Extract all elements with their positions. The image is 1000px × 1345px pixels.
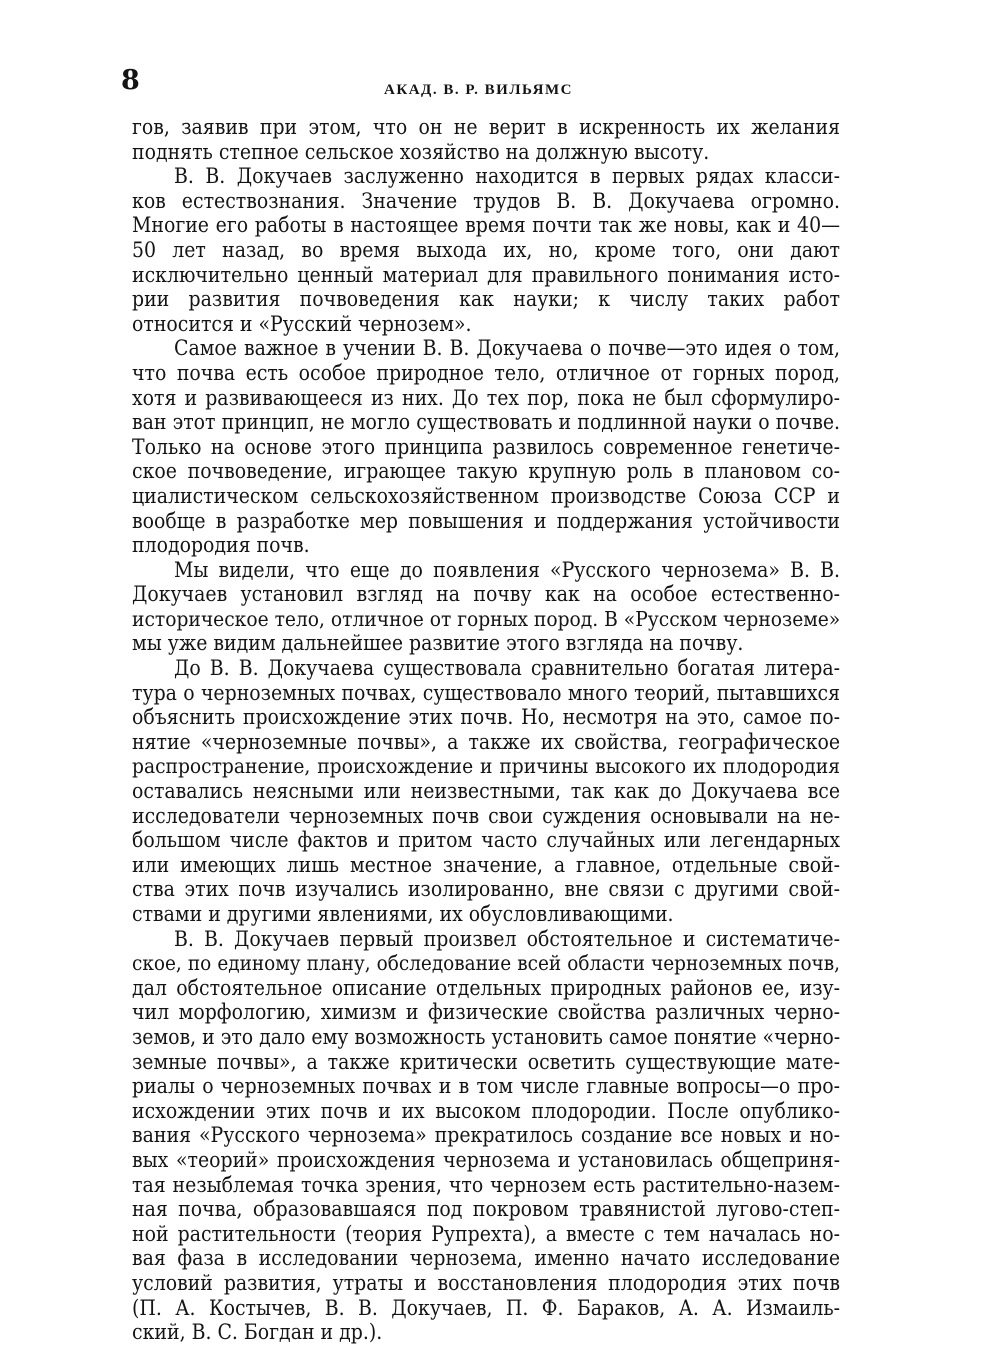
text-line: рии развития почвоведения как науки; к числу таких работ: [132, 287, 840, 312]
text-line: тура о черноземных почвах, существовало много теорий, пытавшихся: [132, 680, 840, 705]
text-line: земов, и это дало ему возможность установить самое понятие «черно-: [132, 1024, 840, 1049]
text-line: или имеющих лишь местное значение, а главное, отдельные свой-: [132, 852, 840, 877]
text-line: исследователи черноземных почв свои суждения основывали на не-: [132, 803, 840, 828]
text-line: ван этот принцип, не могло существовать и подлинной науки о почве.: [132, 410, 840, 435]
text-line: объяснить происхождение этих почв. Но, несмотря на это, самое по-: [132, 705, 840, 730]
text-line: В. В. Докучаев первый произвел обстоятельное и систематиче-: [174, 926, 840, 951]
text-line: относится и «Русский чернозем».: [132, 311, 472, 336]
body-text: [132, 115, 840, 1345]
text-line: исхождении этих почв и их высоком плодородии. После опублико-: [132, 1098, 840, 1123]
running-title: АКАД. В. Р. ВИЛЬЯМС: [384, 82, 573, 98]
text-line: Мы видели, что еще до появления «Русского чернозема» В. В.: [174, 557, 840, 582]
text-line: поднять степное сельское хозяйство на должную высоту.: [132, 139, 710, 164]
text-line: распространение, происхождение и причины высокого их плодородия: [132, 754, 840, 779]
text-line: гов, заявив при этом, что он не верит в искренность их желания: [132, 115, 840, 139]
text-line: земные почвы», а также критически осветить существующие мате-: [132, 1049, 840, 1074]
text-line: вообще в разработке мер повышения и поддержания устойчивости: [132, 508, 840, 533]
text-line: Докучаев установил взгляд на почву как на особое естественно-: [132, 582, 840, 607]
text-line: оставались неясными или неизвестными, так как до Докучаева все: [132, 779, 840, 804]
text-line: В. В. Докучаев заслуженно находится в первых рядах класси-: [174, 164, 840, 189]
text-line: нятие «черноземные почвы», а также их свойства, географическое: [132, 729, 840, 754]
text-line: Только на основе этого принципа развилось современное генетиче-: [132, 434, 840, 459]
text-line: вая фаза в исследовании чернозема, именно начато исследование: [132, 1246, 840, 1271]
text-line: Многие его работы в настоящее время почти так же новы, как и 40—: [132, 213, 840, 238]
text-line: дал обстоятельное описание отдельных природных районов ее, изу-: [132, 975, 840, 1000]
paragraph: [132, 115, 840, 164]
text-line: хотя и развивающееся из них. До тех пор, пока не был сформулиро-: [132, 385, 840, 410]
text-line: вания «Русского чернозема» прекратилось создание все новых и но-: [132, 1123, 840, 1148]
text-line: ствами и другими явлениями, их обусловливающими.: [132, 902, 674, 926]
text-line: До В. В. Докучаева существовала сравнительно богатая литера-: [174, 656, 840, 681]
text-line: ная почва, образовавшаяся под покровом травянистой лугово-степ-: [132, 1197, 840, 1222]
text-line: ства этих почв изучались изолированно, вне связи с другими свой-: [132, 877, 840, 902]
paragraph: [132, 164, 840, 336]
text-line: тая незыблемая точка зрения, что чернозем есть растительно-назем-: [132, 1172, 840, 1197]
text-line: что почва есть особое природное тело, отличное от горных пород,: [132, 360, 840, 385]
text-line: исключительно ценный материал для правильного понимания исто-: [132, 262, 840, 287]
text-line: риалы о черноземных почвах и в том числе главные вопросы—о про-: [132, 1074, 840, 1099]
text-line: циалистическом сельскохозяйственном производстве Союза ССР и: [132, 483, 840, 508]
paragraph: [132, 558, 840, 656]
text-line: чил морфологию, химизм и физические свойства различных черно-: [132, 1000, 840, 1025]
text-line: ское почвоведение, играющее такую крупную роль в плановом со-: [132, 459, 840, 484]
text-line: 50 лет назад, во время выхода их, но, кроме того, они дают: [132, 237, 840, 262]
text-line: мы уже видим дальнейшее развитие этого взгляда на почву.: [132, 631, 744, 656]
text-line: историческое тело, отличное от горных пород. В «Русском черноземе»: [132, 606, 840, 631]
text-line: ной растительности (теория Рупрехта), а вместе с тем началась но-: [132, 1221, 840, 1246]
text-line: вых «теорий» происхождения чернозема и установилась общеприня-: [132, 1147, 840, 1172]
paragraph: [132, 656, 840, 927]
paragraph: [132, 336, 840, 557]
text-line: условий развития, утраты и восстановления плодородия этих почв: [132, 1270, 840, 1295]
text-line: большом числе фактов и притом часто случайных или легендарных: [132, 828, 840, 853]
text-line: (П. А. Костычев, В. В. Докучаев, П. Ф. Бараков, А. А. Измаиль-: [132, 1295, 840, 1320]
text-line: ское, по единому плану, обследование всей области черноземных почв,: [132, 951, 840, 976]
paragraph: [132, 927, 840, 1345]
text-line: ков естествознания. Значение трудов В. В. Докучаева огромно.: [132, 188, 840, 213]
text-line: Самое важное в учении В. В. Докучаева о почве—это идея о том,: [174, 336, 840, 361]
text-line: плодородия почв.: [132, 533, 310, 558]
page-number: 8: [121, 65, 140, 96]
text-line: ский, В. С. Богдан и др.).: [132, 1320, 383, 1345]
